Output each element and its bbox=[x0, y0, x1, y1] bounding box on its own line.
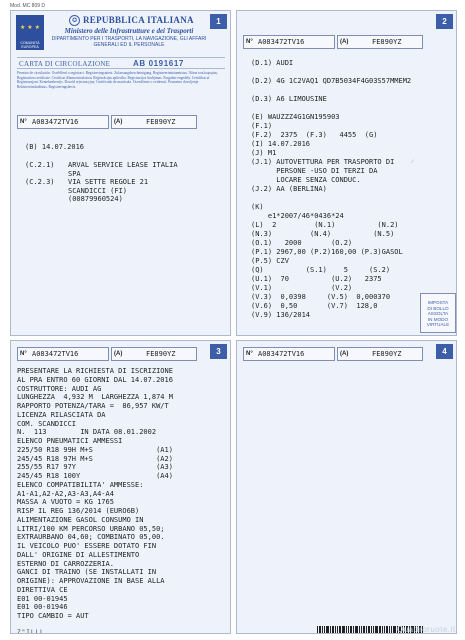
page-4-panel bbox=[236, 340, 457, 634]
barcode-bar bbox=[386, 626, 388, 634]
data-line: IL VEICOLO PUO' ESSERE DOTATO FIN bbox=[17, 542, 157, 550]
data-line: 245/45 R18 97H M+S (A2) bbox=[17, 454, 173, 463]
barcode-bar bbox=[391, 626, 392, 634]
data-line: GANCI DI TRAINO (SE INSTALLATI IN bbox=[17, 568, 157, 577]
watermark: Quattroruote.it bbox=[397, 625, 456, 634]
data-line: TIPO CAMBIO = AUT bbox=[17, 612, 89, 620]
barcode-bar bbox=[319, 626, 321, 634]
data-line: (J) M1 bbox=[251, 149, 277, 157]
data-line: LITRI/100 KM PERCORSO URBANO 05,50; bbox=[17, 524, 165, 533]
data-line: (U.1) 70 (U.2) 2375 bbox=[251, 275, 382, 283]
plate-box bbox=[111, 347, 197, 361]
data-line: (V.3) 0,0398 (V.5) 0,000370 bbox=[251, 293, 391, 301]
plate-id-value: A083472TV16 bbox=[32, 350, 79, 358]
data-line: (P.5) CZV bbox=[251, 257, 289, 265]
a-tag: (A) bbox=[340, 39, 349, 45]
page-number-badge: 1 bbox=[210, 14, 227, 29]
barcode-bar bbox=[359, 626, 360, 634]
barcode-bar bbox=[382, 626, 383, 634]
data-line: LUNGHEZZA 4,932 M LARGHEZZA 1,874 M bbox=[17, 393, 173, 402]
barcode-bar bbox=[342, 626, 345, 634]
plate-id-row bbox=[243, 35, 423, 49]
plate-id-box bbox=[243, 35, 335, 49]
stamp-duty-line: DI BOLLO bbox=[427, 305, 449, 311]
data-line: ORIGINE): APPROVAZIONE IN BASE ALLA bbox=[17, 577, 165, 585]
plate-value: FE890YZ bbox=[372, 350, 402, 358]
barcode-bar bbox=[337, 626, 338, 634]
stamp-duty-line: IMPOSTA bbox=[427, 300, 449, 305]
data-line: A1-A1,A2-A2,A3-A3,A4-A4 bbox=[17, 489, 114, 498]
data-line: DIRETTIVA CE bbox=[17, 585, 68, 594]
document-title: CARTA DI CIRCOLAZIONE bbox=[19, 60, 111, 68]
data-line: COSTRUTTORE: AUDI AG bbox=[17, 384, 102, 393]
plate-id-row bbox=[243, 347, 423, 361]
barcode-bar bbox=[368, 626, 370, 634]
ministry-heading: Ministero delle Infrastrutture e dei Trasporti bbox=[64, 27, 194, 35]
page-number-badge: 4 bbox=[436, 344, 453, 359]
barcode-bar bbox=[322, 626, 323, 634]
page-number-badge: 2 bbox=[436, 14, 453, 29]
registration-date: (B) 14.07.2016 bbox=[25, 143, 85, 151]
data-line: 255/55 R17 97Y (A3) bbox=[17, 463, 173, 472]
plate-id-box bbox=[17, 115, 109, 129]
data-line: E01 00-01946 bbox=[17, 603, 68, 612]
data-line: E01 00-01945 bbox=[17, 594, 68, 603]
a-tag: (A) bbox=[114, 351, 123, 357]
n-tag: N° bbox=[246, 351, 253, 357]
barcode-bar bbox=[384, 626, 385, 634]
barcode-bar bbox=[330, 626, 331, 634]
a-tag: (A) bbox=[340, 351, 349, 357]
barcode-bar bbox=[373, 626, 374, 634]
plate-box bbox=[337, 347, 423, 361]
barcode-bar bbox=[317, 626, 318, 634]
data-line: (F.1) bbox=[251, 122, 273, 130]
data-line: ELENCO COMPATIBILITA' AMMESSE: bbox=[17, 480, 144, 489]
eu-flag-icon: ★ ★ ★ bbox=[16, 15, 44, 41]
data-line: LOCARE SENZA CONDUC. bbox=[251, 176, 361, 184]
data-line: (D.2) 4G 1C2VAQ1 QD7B5034F4G03S57MMEM2 bbox=[251, 77, 412, 85]
data-line: (V.9) 136/2014 bbox=[251, 311, 311, 319]
data-line: (O.1) 2000 (O.2) bbox=[251, 239, 353, 247]
footer-fragment: Z"ILLL bbox=[17, 629, 45, 634]
page-2-panel bbox=[236, 10, 457, 336]
data-line: ESTERNO DI CARROZZERIA. bbox=[17, 559, 114, 568]
document-title-bar bbox=[17, 57, 225, 69]
barcode-bar bbox=[346, 626, 347, 634]
plate-id-box bbox=[243, 347, 335, 361]
data-line: DALL' ORIGINE DI ALLESTIMENTO bbox=[17, 550, 140, 559]
data-line: N. 113 IN DATA 08.01.2002 bbox=[17, 428, 157, 437]
data-line: (J.2) AA (BERLINA) bbox=[251, 185, 327, 193]
plate-id-row bbox=[17, 115, 197, 129]
data-line: EXTRAURBANO 04,60; COMBINATO 05,00. bbox=[17, 533, 165, 542]
data-line: (J.1) AUTOVETTURA PER TRASPORTO DI bbox=[251, 158, 395, 166]
plate-value: FE890YZ bbox=[372, 38, 402, 46]
data-line: (P.1) 2967,00 (P.2)160,00 (P.3)GASOL bbox=[251, 248, 403, 256]
republic-heading: REPUBBLICA ITALIANA bbox=[83, 15, 194, 25]
barcode-bar bbox=[326, 626, 329, 634]
plate-value: FE890YZ bbox=[146, 118, 176, 126]
barcode-bar bbox=[393, 626, 396, 634]
document-number: AB 0191617 bbox=[133, 59, 184, 68]
barcode-bar bbox=[332, 626, 334, 634]
barcode-bar bbox=[375, 626, 378, 634]
data-line: RISP IL REG 136/2014 (EURO6B) bbox=[17, 507, 140, 515]
page-3-panel bbox=[10, 340, 231, 634]
owner-address-line-2: SCANDICCI (FI) bbox=[68, 186, 128, 195]
barcode-bar bbox=[361, 626, 362, 634]
data-line: 245/45 R18 100Y (A4) bbox=[17, 472, 173, 480]
n-tag: N° bbox=[246, 39, 253, 45]
data-line: (F.2) 2375 (F.3) 4455 (G) bbox=[251, 131, 378, 139]
data-line: RAPPORTO POTENZA/TARA = 86,957 KW/T bbox=[17, 402, 169, 410]
stamp-duty-line: VIRTUALE bbox=[426, 322, 450, 328]
plate-box bbox=[111, 115, 197, 129]
barcode-bar bbox=[379, 626, 381, 634]
data-line: e1*2007/46*0436*24 bbox=[251, 212, 344, 220]
barcode-bar bbox=[348, 626, 349, 634]
n-tag: N° bbox=[20, 119, 27, 125]
eu-label: COMUNITÀ EUROPEA bbox=[16, 41, 44, 50]
plate-id-box bbox=[17, 347, 109, 361]
data-line: 225/50 R18 99H M+S (A1) bbox=[17, 445, 173, 454]
data-line: (V.6) 0,50 (V.7) 128,0 bbox=[251, 302, 378, 310]
data-line: PERSONE -USO DI TERZI DA bbox=[251, 167, 378, 175]
data-line: ALIMENTAZIONE GASOL CONSUMO IN bbox=[17, 515, 144, 524]
data-line: (D.3) A6 LIMOUSINE bbox=[251, 95, 327, 103]
plate-box bbox=[337, 35, 423, 49]
data-line: (I) 14.07.2016 bbox=[251, 140, 311, 148]
data-line: (L) 2 (N.1) (N.2) bbox=[251, 221, 399, 229]
data-line: ELENCO PNEUMATICI AMMESSI bbox=[17, 437, 123, 445]
data-line: PRESENTARE LA RICHIESTA DI ISCRIZIONE bbox=[17, 367, 173, 375]
italian-emblem-icon: ✪ bbox=[69, 15, 80, 26]
page-1-panel bbox=[10, 10, 231, 336]
form-model-label: Mod. MC 809 D bbox=[10, 3, 46, 9]
plate-id-value: A083472TV16 bbox=[258, 350, 305, 358]
a-tag: (A) bbox=[114, 119, 123, 125]
barcode-bar bbox=[355, 626, 358, 634]
c23-label: (C.2.3) bbox=[25, 178, 55, 187]
plate-value: FE890YZ bbox=[146, 350, 176, 358]
barcode-bar bbox=[324, 626, 325, 634]
owner-address-line-3: (00879960524) bbox=[68, 195, 123, 204]
page-number-badge: 3 bbox=[210, 344, 227, 359]
plate-id-value: A083472TV16 bbox=[32, 118, 79, 126]
tick-mark: ⁄ bbox=[412, 159, 413, 165]
barcode-bar bbox=[339, 626, 341, 634]
owner-name-line-2: SPA bbox=[68, 169, 81, 178]
data-line: (E) WAUZZZ4G1GN195903 bbox=[251, 113, 340, 121]
data-line: (K) bbox=[251, 203, 264, 211]
plate-id-row bbox=[17, 347, 197, 361]
owner-name-line-1: ARVAL SERVICE LEASE ITALIA bbox=[68, 161, 178, 169]
stamp-duty-box bbox=[420, 293, 456, 333]
owner-address-line-1: VIA SETTE REGOLE 21 bbox=[68, 178, 149, 187]
data-line: (D.1) AUDI bbox=[251, 59, 294, 67]
data-line: MASSA A VUOTO = KG 1765 bbox=[17, 498, 114, 507]
data-line: AL PRA ENTRO 60 GIORNI DAL 14.07.2016 bbox=[17, 375, 173, 384]
data-line: (N.3) (N.4) (N.5) bbox=[251, 230, 395, 238]
barcode-bar bbox=[350, 626, 352, 634]
stamp-duty-line: IN MODO bbox=[427, 316, 449, 322]
data-line: (Q) (S.1) 5 (S.2) bbox=[251, 266, 391, 274]
data-line: (V.1) (V.2) bbox=[251, 284, 353, 292]
department-heading: DIPARTIMENTO PER I TRASPORTI, LA NAVIGAZIONE, GLI AFFARI GENERALI ED IL PERSONALE bbox=[51, 36, 207, 48]
barcode-bar bbox=[363, 626, 365, 634]
barcode-bar bbox=[366, 626, 367, 634]
barcode-bar bbox=[335, 626, 336, 634]
c21-label: (C.2.1) bbox=[25, 161, 55, 169]
barcode-bar bbox=[371, 626, 372, 634]
stamp-duty-line: ASSOLTA bbox=[427, 311, 449, 317]
barcode-bar bbox=[353, 626, 354, 634]
data-line: LICENZA RILASCIATA DA bbox=[17, 410, 106, 419]
multilingual-title-text: Permiso de circulación. Osvědčení o registraci. Registreringsattest. Zulassungsbescheinigung. Registreerimistunnistus. Άδεια κυκλοφορίας. Registration certificate. Certificat d'immatriculation. Reģistrācijas apliecība. Registracijos liudijimas. Forgalmi engedély. Certifikat ta' Reġistrazzjoni. Kentekenbewijs. Dowód rejestracyjny. Certificado de matrícula. Osvedčenie o evidencii. Prometno dovoljenje. Rekisteröintitodistus. Registreringsbevis. bbox=[17, 71, 218, 89]
plate-id-value: A083472TV16 bbox=[258, 38, 305, 46]
barcode-bar bbox=[389, 626, 390, 634]
n-tag: N° bbox=[20, 351, 27, 357]
data-line: COM. SCANDICCI bbox=[17, 419, 77, 428]
